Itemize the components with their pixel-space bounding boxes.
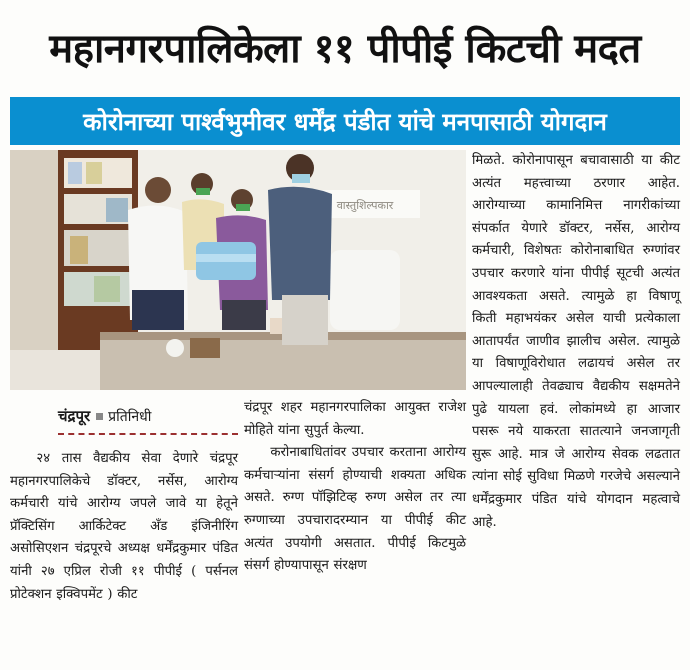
article-paragraph: २४ तास वैद्यकीय सेवा देणारे चंद्रपूर महानगरपालिकेचे डॉक्टर, नर्सेस, आरोग्य कर्मचारी यांचे आरोग्य जपले जावे या हेतूने प्रॅक्टिसिंग आर्किटेक्ट अँड इंजिनीरिंग असोसिएशन चंद्रपूरचे अध्यक्ष धर्मेंद्रकुमार पंडित यांनी २७ एप्रिल रोजी ११ पीपीई ( पर्सनल प्रोटेक्शन इक्विपमेंट ) कीट <box>10 451 238 602</box>
article-column-2 <box>244 397 466 578</box>
byline <box>58 406 238 426</box>
byline-dashed-rule <box>58 433 238 435</box>
headline-text: महानगरपालिकेला ११ पीपीई किटची मदत <box>49 25 641 72</box>
subheadline-banner <box>10 97 680 145</box>
byline-source: प्रतिनिधी <box>108 409 152 425</box>
article-paragraph: करोनाबाधितांवर उपचार करताना आरोग्य कर्मचाऱ्यांना संसर्ग होण्याची शक्यता अधिक असते. रुग्ण पॉझिटिव्ह रुग्ण असेल तर त्या रुग्णाच्या उपचारादरम्यान या पीपीई कीट अत्यंत उपयोगी असतात. पीपीई किटमुळे संसर्ग होण्यापासून संरक्षण <box>244 445 466 574</box>
article-paragraph: मिळते. कोरोनापासून बचावासाठी या कीट अत्यंत महत्त्वाच्या ठरणार आहेत. आरोग्याच्या कामानिमित्त नागरीकांच्या संपर्कात येणारे डॉक्टर, नर्सेस, आरोग्य कर्मचारी, विशेषतः कोरोनाबाधित रुग्णांवर उपचार करणारे यांना पीपीई सूटची अत्यंत आवश्यकता असते. त्यामुळे हा विषाणू किती महाभयंकर असेल याची प्रत्येकाला आतापर्यंत जाणीव झालीच असेल. त्यामुळे या विषाणूविरोधात लढायचं असेल तर आपल्यालाही तेवढ्याच वैद्यकीय सक्षमतेने पुढे यायला हवं. लोकांमध्ये हा आजार पसरू नये याकरता सातत्याने जनजागृती सुरू आहे. मात्र जे आरोग्य सेवक लढतात त्यांना सोई सुविधा मिळणे गरजेचे असल्याने धर्मेंद्रकुमार पंडित यांचे योगदान महत्वाचे आहे. <box>472 153 680 530</box>
wall-sign-text: वास्तुशिल्पकार <box>336 199 394 212</box>
subheadline-text: कोरोनाच्या पार्श्वभुमीवर धर्मेंद्र पंडीत यांचे मनपासाठी योगदान <box>83 107 607 136</box>
separator-square <box>96 413 103 420</box>
article-column-1 <box>10 448 238 606</box>
article-paragraph: चंद्रपूर शहर महानगरपालिका आयुक्त राजेश मोहिते यांना सुपुर्त केल्या. <box>244 400 466 438</box>
news-photo <box>10 150 466 390</box>
headline <box>0 0 690 92</box>
article-column-3 <box>472 150 680 534</box>
ppe-handover-photo <box>10 150 466 390</box>
byline-place: चंद्रपूर <box>58 407 91 425</box>
